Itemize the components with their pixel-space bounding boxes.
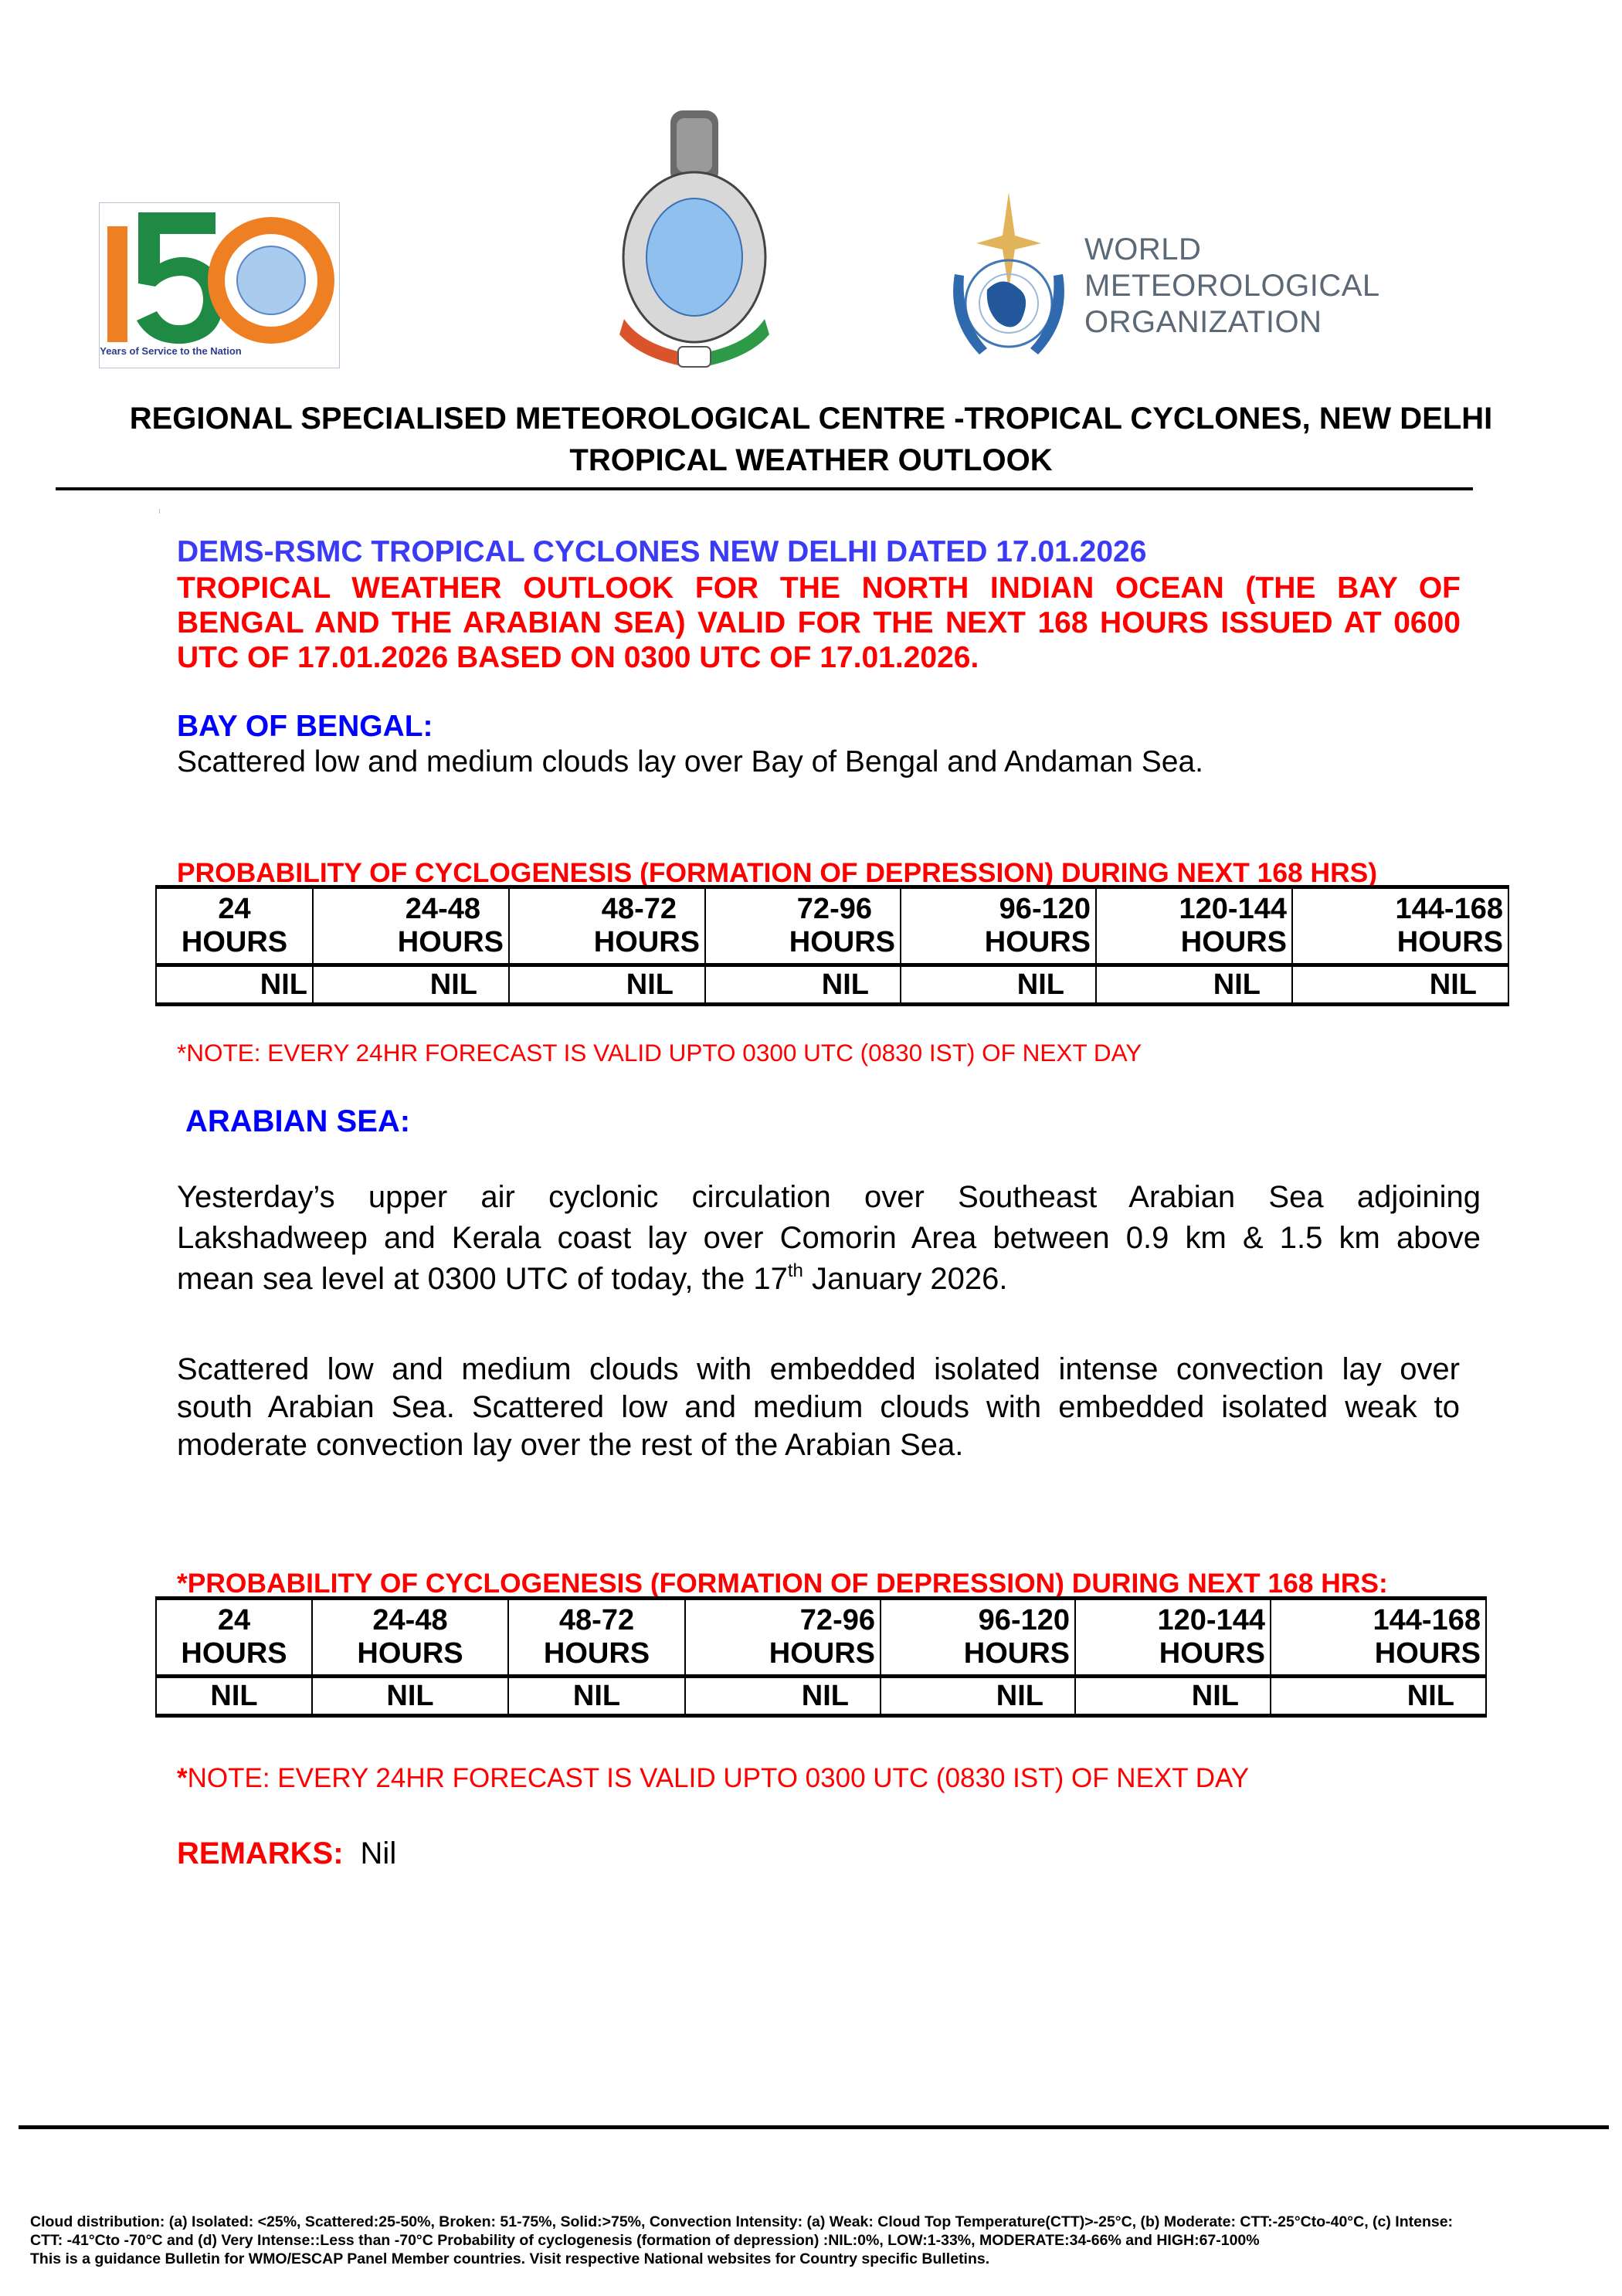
as-value-cell: NIL (312, 1677, 508, 1716)
centre-title: REGIONAL SPECIALISED METEOROLOGICAL CENTRE -TROPICAL CYCLONES, NEW DELHI (129, 402, 1493, 436)
as-header-cell: 96-120 HOURS (881, 1599, 1075, 1677)
bob-validity-note: *NOTE: EVERY 24HR FORECAST IS VALID UPTO 0300 UTC (0830 IST) OF NEXT DAY (177, 1039, 1142, 1067)
note-asterisk: * (177, 1763, 188, 1793)
arabian-para1-line-1: Yesterday’s upper air cyclonic circulation over Southeast Arabian Sea adjoining (177, 1180, 1481, 1214)
bob-probability-heading: PROBABILITY OF CYCLOGENESIS (FORMATION OF DEPRESSION) DURING NEXT 168 HRS) (177, 857, 1378, 888)
wmo-logo (941, 189, 1380, 371)
wmo-wordmark (1084, 232, 1380, 341)
as-value-cell: NIL (1271, 1677, 1486, 1716)
as-table-value-row (156, 1677, 1486, 1716)
remarks-label: REMARKS: (177, 1836, 344, 1870)
arabian-para1-date: January 2026. (803, 1262, 1008, 1296)
as-value-cell: NIL (156, 1677, 312, 1716)
as-header-cell: 48-72 HOURS (508, 1599, 685, 1677)
imd-150-logo-graphic (100, 203, 339, 368)
wmo-line-world: WORLD (1084, 232, 1202, 266)
imd-emblem-logo (616, 110, 772, 368)
footer-line-2: CTT: -41°Cto -70°C and (d) Very Intense::Less than -70°C Probability of cyclogenesis (formation of depression) :NIL:0%, LOW:1-33%, MODERATE:34-66% and HIGH:67-100% (30, 2232, 1260, 2249)
bob-value-cell: NIL (509, 965, 705, 1005)
bay-of-bengal-heading: BAY OF BENGAL: (177, 710, 433, 743)
remarks-value: Nil (360, 1836, 397, 1870)
as-header-cell: 24-48 HOURS (312, 1599, 508, 1677)
arabian-para1-line-3 (177, 1261, 1008, 1297)
outlook-line-3: UTC OF 17.01.2026 BASED ON 0300 UTC OF 17.01.2026. (177, 641, 979, 674)
outlook-line-1: TROPICAL WEATHER OUTLOOK FOR THE NORTH INDIAN OCEAN (THE BAY OF (177, 571, 1461, 605)
as-header-cell: 72-96 HOURS (685, 1599, 881, 1677)
as-table-header-row (156, 1599, 1486, 1677)
as-value-cell: NIL (685, 1677, 881, 1716)
bob-header-cell: 24-48 HOURS (313, 887, 509, 965)
wmo-emblem-icon (941, 189, 1080, 368)
as-header-cell: 144-168 HOURS (1271, 1599, 1486, 1677)
ordinal-suffix: th (787, 1260, 803, 1281)
bob-probability-table (155, 885, 1509, 1006)
as-validity-note (177, 1763, 1249, 1794)
bob-header-cell: 144-168 HOURS (1292, 887, 1508, 965)
remarks (177, 1836, 396, 1871)
as-probability-heading: *PROBABILITY OF CYCLOGENESIS (FORMATION OF DEPRESSION) DURING NEXT 168 HRS: (177, 1568, 1388, 1599)
as-header-cell: 24 HOURS (156, 1599, 312, 1677)
bob-table-value-row (156, 965, 1508, 1005)
arabian-para2-line-3: moderate convection lay over the rest of the Arabian Sea. (177, 1428, 964, 1462)
arabian-para1-line-2: Lakshadweep and Kerala coast lay over Comorin Area between 0.9 km & 1.5 km above (177, 1221, 1481, 1255)
footer-divider (19, 2125, 1609, 2129)
bob-header-cell: 24 HOURS (156, 887, 313, 965)
wmo-line-organization: ORGANIZATION (1084, 305, 1322, 339)
footer-line-3: This is a guidance Bulletin for WMO/ESCAP Panel Member countries. Visit respective National websites for Country specific Bulletins. (30, 2250, 990, 2267)
as-value-cell: NIL (1075, 1677, 1271, 1716)
wmo-line-meteorological: METEOROLOGICAL (1084, 269, 1380, 303)
bob-value-cell: NIL (313, 965, 509, 1005)
bay-of-bengal-text: Scattered low and medium clouds lay over Bay of Bengal and Andaman Sea. (177, 745, 1203, 778)
footer-line-1: Cloud distribution: (a) Isolated: <25%, Scattered:25-50%, Broken: 51-75%, Solid:>75%, Convection Intensity: (a) Weak: Cloud Top Temperature(CTT)>-25°C, (b) Moderate: CTT:-25°Cto-40°C, (c) Intense: (30, 2213, 1454, 2230)
outlook-line-2: BENGAL AND THE ARABIAN SEA) VALID FOR THE NEXT 168 HOURS ISSUED AT 0600 (177, 606, 1461, 639)
svg-text:Years of Service to the Nation: Years of Service to the Nation (100, 345, 242, 357)
bob-value-cell: NIL (1096, 965, 1292, 1005)
arabian-sea-heading: ARABIAN SEA: (185, 1104, 411, 1138)
outlook-title: TROPICAL WEATHER OUTLOOK (569, 443, 1053, 477)
bob-header-cell: 120-144 HOURS (1096, 887, 1292, 965)
as-header-cell: 120-144 HOURS (1075, 1599, 1271, 1677)
note-text: NOTE: EVERY 24HR FORECAST IS VALID UPTO 0300 UTC (0830 IST) OF NEXT DAY (187, 1763, 1250, 1793)
bob-value-cell: NIL (156, 965, 313, 1005)
arabian-para1-text: mean sea level at 0300 UTC of today, the 17 (177, 1262, 788, 1296)
bob-header-cell: 72-96 HOURS (705, 887, 901, 965)
imd-150-years-logo (99, 202, 340, 368)
bob-table-header-row (156, 887, 1508, 965)
text-cursor-mark (159, 509, 160, 514)
as-value-cell: NIL (881, 1677, 1075, 1716)
bob-header-cell: 96-120 HOURS (901, 887, 1096, 965)
arabian-para2-line-2: south Arabian Sea. Scattered low and medium clouds with embedded isolated weak to (177, 1390, 1460, 1424)
bob-value-cell: NIL (1292, 965, 1508, 1005)
bob-value-cell: NIL (705, 965, 901, 1005)
bulletin-dated-line: DEMS-RSMC TROPICAL CYCLONES NEW DELHI DATED 17.01.2026 (177, 535, 1147, 568)
as-value-cell: NIL (508, 1677, 685, 1716)
bob-value-cell: NIL (901, 965, 1096, 1005)
as-probability-table (155, 1596, 1487, 1718)
bob-header-cell: 48-72 HOURS (509, 887, 705, 965)
imd-emblem-graphic (616, 110, 772, 368)
header-divider (56, 487, 1473, 490)
arabian-para2-line-1: Scattered low and medium clouds with embedded isolated intense convection lay over (177, 1352, 1460, 1386)
